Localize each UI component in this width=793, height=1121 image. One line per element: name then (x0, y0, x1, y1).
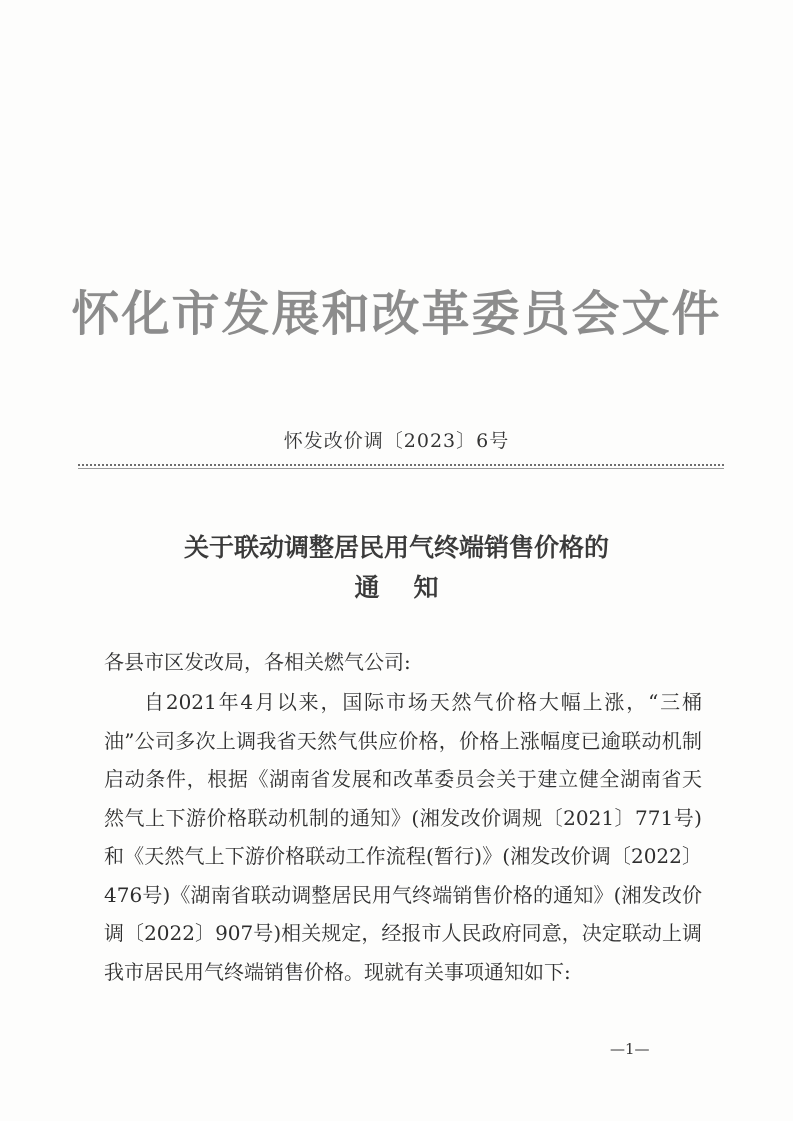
document-title-line1: 关于联动调整居民用气终端销售价格的 (183, 533, 609, 562)
salutation: 各县市区发改局，各相关燃气公司: (104, 650, 411, 674)
document-title-line2: 通知 (354, 573, 473, 602)
document-number: 怀发改价调〔2023〕6号 (283, 430, 510, 452)
document-masthead: 怀化市发展和改革委员会文件 (71, 286, 722, 342)
page-number: —1— (610, 1040, 650, 1058)
header-divider-line (78, 468, 724, 469)
header-divider (78, 464, 724, 466)
body-paragraph: 自2021年4月以来，国际市场天然气价格大幅上涨，“三桶油”公司多次上调我省天然气供应价格，价格上涨幅度已逾联动机制启动条件，根据《湖南省发展和改革委员会关于建立健全湖南省天然气上下游价格联动机制的通知》(湘发改价调规〔2021〕771号)和《天然气上下游价格联动工作流程(暂行)》(湘发改价调〔2022〕476号)《湖南省联动调整居民用气终端销售价格的通知》(湘发改价调〔2022〕907号)相关规定，经报市人民政府同意，决定联动上调我市居民用气终端销售价格。现就有关事项通知如下: (104, 690, 702, 984)
